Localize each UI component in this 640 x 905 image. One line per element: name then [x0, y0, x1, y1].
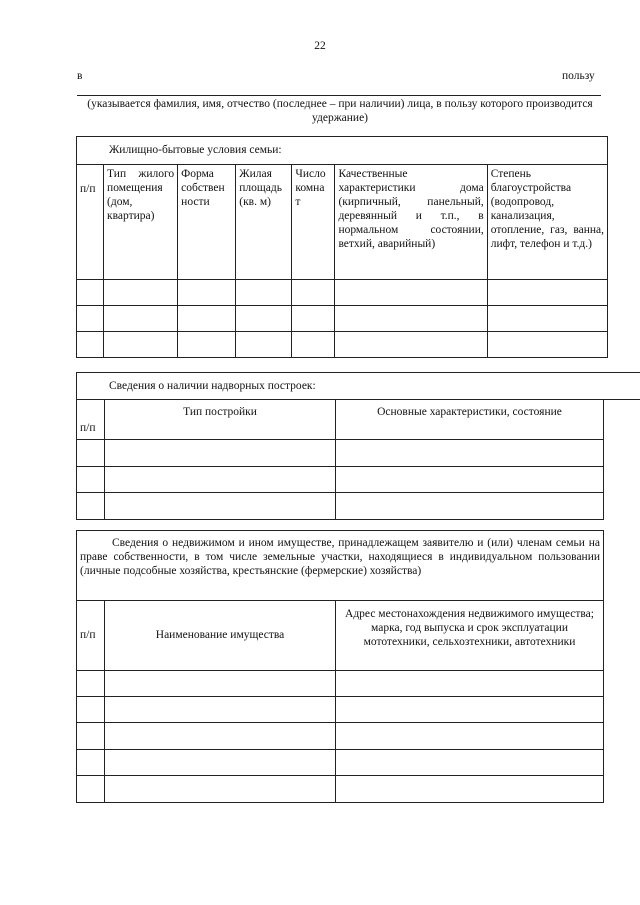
table-row	[77, 697, 604, 723]
table-cell[interactable]	[77, 697, 105, 723]
table-cell[interactable]	[77, 750, 105, 776]
table-cell[interactable]	[77, 776, 105, 803]
header-caption: (указывается фамилия, имя, отчество (последнее – при наличии) лица, в пользу которого производится удержание)	[87, 98, 593, 124]
table3-header-name: Наименование имущества	[105, 601, 336, 671]
table-row	[77, 440, 604, 467]
table-cell[interactable]	[236, 306, 292, 332]
table-cell[interactable]	[105, 440, 336, 467]
table-cell[interactable]	[292, 332, 335, 358]
table-cell[interactable]	[105, 776, 336, 803]
housing-conditions-table	[76, 136, 608, 358]
table3-header-num: п/п	[77, 601, 105, 671]
table-cell[interactable]	[336, 467, 604, 493]
table-row	[77, 671, 604, 697]
table-cell[interactable]	[336, 776, 604, 803]
table-row	[77, 306, 608, 332]
table-cell[interactable]	[77, 306, 104, 332]
table1-header-rooms: Число комна т	[292, 165, 335, 280]
table-cell[interactable]	[336, 671, 604, 697]
table1-header-num: п/п	[77, 165, 104, 280]
table1-header-ownership: Форма собствен ности	[178, 165, 236, 280]
page-number: 22	[314, 40, 326, 52]
table-cell[interactable]	[336, 493, 604, 520]
table-cell[interactable]	[77, 671, 105, 697]
header-left-word: в	[77, 70, 83, 82]
table-cell[interactable]	[178, 332, 236, 358]
table-cell[interactable]	[336, 697, 604, 723]
table2-title: Сведения о наличии надворных построек:	[76, 372, 640, 400]
table-row	[77, 493, 604, 520]
table-row	[77, 723, 604, 750]
table3-header-address: Адрес местонахождения недвижимого имущества; марка, год выпуска и срок эксплуатации мототехники, сельхозтехники, автотехники	[336, 601, 604, 671]
table-cell[interactable]	[178, 280, 236, 306]
fill-in-line	[77, 95, 601, 96]
table-cell[interactable]	[77, 332, 104, 358]
table1-header-quality: Качественные характеристики дома (кирпичный, панельный, деревянный и т.п., в нормальном состоянии, ветхий, аварийный)	[335, 165, 487, 280]
table-cell[interactable]	[236, 332, 292, 358]
table-cell[interactable]	[104, 306, 178, 332]
table1-header-area: Жилая площадь (кв. м)	[236, 165, 292, 280]
table-cell[interactable]	[77, 280, 104, 306]
table-cell[interactable]	[105, 671, 336, 697]
table-cell[interactable]	[105, 493, 336, 520]
header-right-word: пользу	[562, 70, 595, 82]
table2-header-type: Тип постройки	[105, 400, 336, 440]
table-row	[77, 467, 604, 493]
table-row	[77, 280, 608, 306]
table-row	[77, 750, 604, 776]
table-cell[interactable]	[336, 750, 604, 776]
property-table	[76, 530, 604, 803]
table1-title: Жилищно-бытовые условия семьи:	[77, 137, 608, 165]
table-cell[interactable]	[292, 280, 335, 306]
table-cell[interactable]	[105, 697, 336, 723]
table1-header-amenities: Степень благоустройства (водопровод, канализация, отопление, газ, ванна, лифт, телефон и т.д.)	[487, 165, 607, 280]
table2-header-num: п/п	[77, 400, 105, 440]
table-cell[interactable]	[104, 332, 178, 358]
table-cell[interactable]	[335, 332, 487, 358]
table2-header-characteristics: Основные характеристики, состояние	[336, 400, 604, 440]
table-cell[interactable]	[335, 306, 487, 332]
table-cell[interactable]	[335, 280, 487, 306]
table-cell[interactable]	[77, 440, 105, 467]
table-cell[interactable]	[105, 750, 336, 776]
table-cell[interactable]	[178, 306, 236, 332]
table-cell[interactable]	[487, 332, 607, 358]
table-cell[interactable]	[77, 467, 105, 493]
table-row	[77, 332, 608, 358]
table-cell[interactable]	[487, 280, 607, 306]
table1-header-type: Тип жилого помещения (дом, квартира)	[104, 165, 178, 280]
table-cell[interactable]	[104, 280, 178, 306]
table-cell[interactable]	[336, 723, 604, 750]
table-cell[interactable]	[77, 493, 105, 520]
table-cell[interactable]	[487, 306, 607, 332]
table-cell[interactable]	[105, 723, 336, 750]
table-cell[interactable]	[77, 723, 105, 750]
table-cell[interactable]	[236, 280, 292, 306]
table-cell[interactable]	[105, 467, 336, 493]
table-row	[77, 776, 604, 803]
table-cell[interactable]	[336, 440, 604, 467]
table3-title: Сведения о недвижимом и ином имуществе, принадлежащем заявителю и (или) членам семьи на праве собственности, в том числе земельные участки, находящиеся в индивидуальном пользовании (личные подсобные хозяйства, крестьянские (фермерские) хозяйства)	[77, 531, 604, 601]
outbuildings-table	[76, 399, 604, 520]
table-cell[interactable]	[292, 306, 335, 332]
